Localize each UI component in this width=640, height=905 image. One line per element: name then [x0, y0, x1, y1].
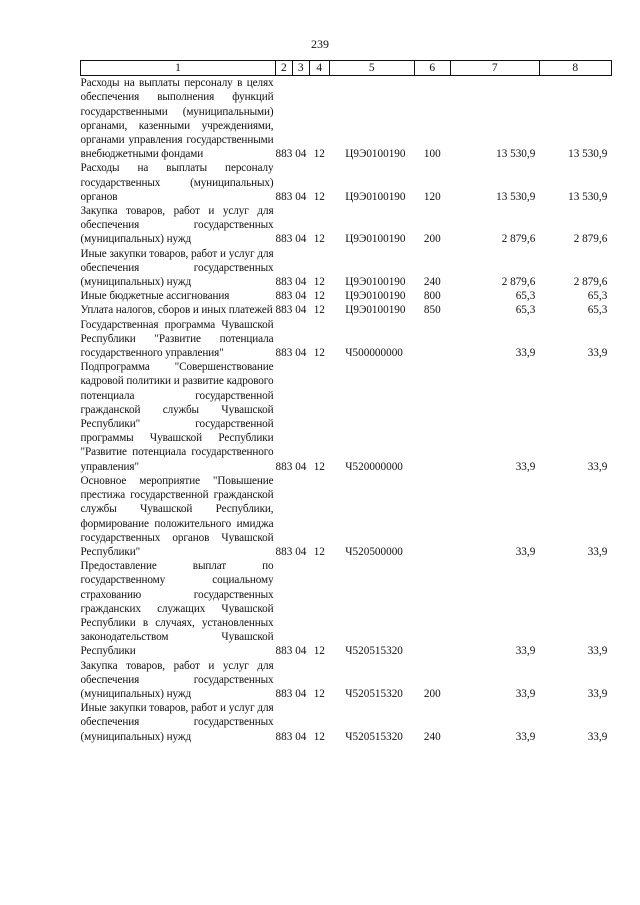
table-body: [81, 76, 612, 744]
amount-1-cell: 13 530,9: [496, 148, 536, 161]
target-article-cell: Ц9Э0100190: [345, 290, 406, 303]
subsection-code-cell: 12: [313, 460, 325, 473]
amount-1-cell: 65,3: [515, 290, 536, 303]
row-name-cell: Расходы на выплаты персоналу в целях обеспечения выполнения функций государственными (муниципальными) органами, казенными учреждениями, органами управления государственными внебюджетными фондами: [80, 77, 274, 161]
section-code-cell: 04: [295, 687, 307, 700]
expense-type-cell: 240: [423, 276, 441, 289]
header-col-3: 3: [292, 61, 309, 76]
ministry-code-cell: 883: [275, 545, 293, 558]
target-article-cell: Ц9Э0100190: [345, 233, 406, 246]
ministry-code-cell: 883: [275, 460, 293, 473]
table-row: [81, 303, 612, 317]
header-col-8: 8: [539, 61, 611, 76]
section-code-cell: 04: [295, 276, 307, 289]
table-row: [81, 204, 612, 247]
amount-1-cell: 65,3: [515, 304, 536, 317]
section-code-cell: 04: [295, 730, 307, 743]
target-article-cell: Ч520515320: [345, 730, 403, 743]
header-col-7: 7: [450, 61, 539, 76]
amount-1-cell: 2 879,6: [501, 233, 536, 246]
amount-2-cell: 33,9: [587, 687, 608, 700]
table-row: [81, 289, 612, 303]
row-name-cell: Закупка товаров, работ и услуг для обеспечения государственных (муниципальных) нужд: [80, 205, 274, 246]
table-header: [81, 61, 612, 76]
amount-2-cell: 65,3: [587, 304, 608, 317]
expense-type-cell: 200: [423, 687, 441, 700]
amount-2-cell: 33,9: [587, 545, 608, 558]
amount-2-cell: 2 879,6: [573, 276, 608, 289]
amount-1-cell: 33,9: [515, 687, 536, 700]
subsection-code-cell: 12: [313, 645, 325, 658]
amount-1-cell: 33,9: [515, 460, 536, 473]
table-row: [81, 76, 612, 162]
target-article-cell: Ч520500000: [345, 545, 403, 558]
amount-2-cell: 2 879,6: [573, 233, 608, 246]
expense-type-cell: [414, 474, 450, 559]
expense-type-cell: [414, 318, 450, 361]
header-col-5: 5: [329, 61, 414, 76]
section-code-cell: 04: [295, 347, 307, 360]
target-article-cell: Ч520515320: [345, 645, 403, 658]
amount-2-cell: 33,9: [587, 347, 608, 360]
section-code-cell: 04: [295, 290, 307, 303]
section-code-cell: 04: [295, 190, 307, 203]
subsection-code-cell: 12: [313, 290, 325, 303]
amount-1-cell: 33,9: [515, 645, 536, 658]
table-row: [81, 360, 612, 474]
row-name-cell: Закупка товаров, работ и услуг для обеспечения государственных (муниципальных) нужд: [80, 659, 274, 700]
ministry-code-cell: 883: [275, 304, 293, 317]
row-name-cell: Иные бюджетные ассигнования: [80, 290, 230, 303]
section-code-cell: 04: [295, 545, 307, 558]
section-code-cell: 04: [295, 233, 307, 246]
amount-2-cell: 33,9: [587, 730, 608, 743]
subsection-code-cell: 12: [313, 233, 325, 246]
table-row: [81, 659, 612, 702]
target-article-cell: Ч500000000: [345, 347, 403, 360]
expense-type-cell: 850: [423, 304, 441, 317]
row-name-cell: Предоставление выплат по государственному социальному страхованию государственных гражданских служащих Чувашской Республики в случаях, установленных законодательством Чувашской Республики: [80, 560, 274, 658]
table-row: [81, 247, 612, 290]
target-article-cell: Ц9Э0100190: [345, 148, 406, 161]
expense-type-cell: [414, 559, 450, 658]
ministry-code-cell: 883: [275, 645, 293, 658]
subsection-code-cell: 12: [313, 545, 325, 558]
target-article-cell: Ц9Э0100190: [345, 304, 406, 317]
subsection-code-cell: 12: [313, 190, 325, 203]
subsection-code-cell: 12: [313, 730, 325, 743]
subsection-code-cell: 12: [313, 148, 325, 161]
table-row: [81, 161, 612, 204]
row-name-cell: Основное мероприятие "Повышение престижа государственной гражданской службы Чувашской Республики, формирование положительного имиджа государственных органов Чувашской Республики": [80, 474, 274, 558]
row-name-cell: Иные закупки товаров, работ и услуг для обеспечения государственных (муниципальных) нужд: [80, 702, 274, 743]
expense-type-cell: 800: [423, 290, 441, 303]
header-col-2: 2: [276, 61, 293, 76]
section-code-cell: 04: [295, 148, 307, 161]
row-name-cell: Подпрограмма "Совершенствование кадровой политики и развитие кадрового потенциала государственной гражданской службы Чувашской Республики" государственной программы Чувашской Республики "Развитие потенциала государственного управления": [80, 361, 274, 473]
ministry-code-cell: 883: [275, 276, 293, 289]
expense-type-cell: 240: [423, 730, 441, 743]
ministry-code-cell: 883: [275, 687, 293, 700]
subsection-code-cell: 12: [313, 687, 325, 700]
amount-2-cell: 33,9: [587, 460, 608, 473]
amount-1-cell: 33,9: [515, 730, 536, 743]
target-article-cell: Ц9Э0100190: [345, 190, 406, 203]
expense-type-cell: 120: [423, 190, 441, 203]
table-row: [81, 701, 612, 744]
amount-1-cell: 33,9: [515, 347, 536, 360]
budget-table: [80, 60, 612, 744]
ministry-code-cell: 883: [275, 148, 293, 161]
amount-2-cell: 33,9: [587, 645, 608, 658]
expense-type-cell: 200: [423, 233, 441, 246]
row-name-cell: Расходы на выплаты персоналу государственных (муниципальных) органов: [80, 162, 274, 203]
ministry-code-cell: 883: [275, 290, 293, 303]
amount-1-cell: 13 530,9: [496, 190, 536, 203]
expense-type-cell: 100: [423, 148, 441, 161]
target-article-cell: Ч520515320: [345, 687, 403, 700]
table-row: [81, 559, 612, 658]
subsection-code-cell: 12: [313, 347, 325, 360]
target-article-cell: Ч520000000: [345, 460, 403, 473]
ministry-code-cell: 883: [275, 233, 293, 246]
subsection-code-cell: 12: [313, 304, 325, 317]
section-code-cell: 04: [295, 304, 307, 317]
amount-2-cell: 13 530,9: [568, 148, 608, 161]
amount-1-cell: 2 879,6: [501, 276, 536, 289]
amount-2-cell: 13 530,9: [568, 190, 608, 203]
section-code-cell: 04: [295, 460, 307, 473]
ministry-code-cell: 883: [275, 190, 293, 203]
header-col-1: 1: [81, 61, 276, 76]
row-name-cell: Государственная программа Чувашской Республики "Развитие потенциала государственного управления": [80, 318, 274, 360]
amount-1-cell: 33,9: [515, 545, 536, 558]
row-name-cell: Уплата налогов, сборов и иных платежей: [80, 304, 273, 317]
section-code-cell: 04: [295, 645, 307, 658]
target-article-cell: Ц9Э0100190: [345, 276, 406, 289]
header-col-6: 6: [414, 61, 450, 76]
ministry-code-cell: 883: [275, 347, 293, 360]
page-number: 239: [311, 37, 329, 51]
row-name-cell: Иные закупки товаров, работ и услуг для обеспечения государственных (муниципальных) нужд: [80, 247, 274, 289]
header-row: [81, 61, 612, 76]
amount-2-cell: 65,3: [587, 290, 608, 303]
subsection-code-cell: 12: [313, 276, 325, 289]
ministry-code-cell: 883: [275, 730, 293, 743]
table-row: [81, 474, 612, 559]
table-row: [81, 318, 612, 361]
expense-type-cell: [414, 360, 450, 474]
header-col-4: 4: [309, 61, 329, 76]
